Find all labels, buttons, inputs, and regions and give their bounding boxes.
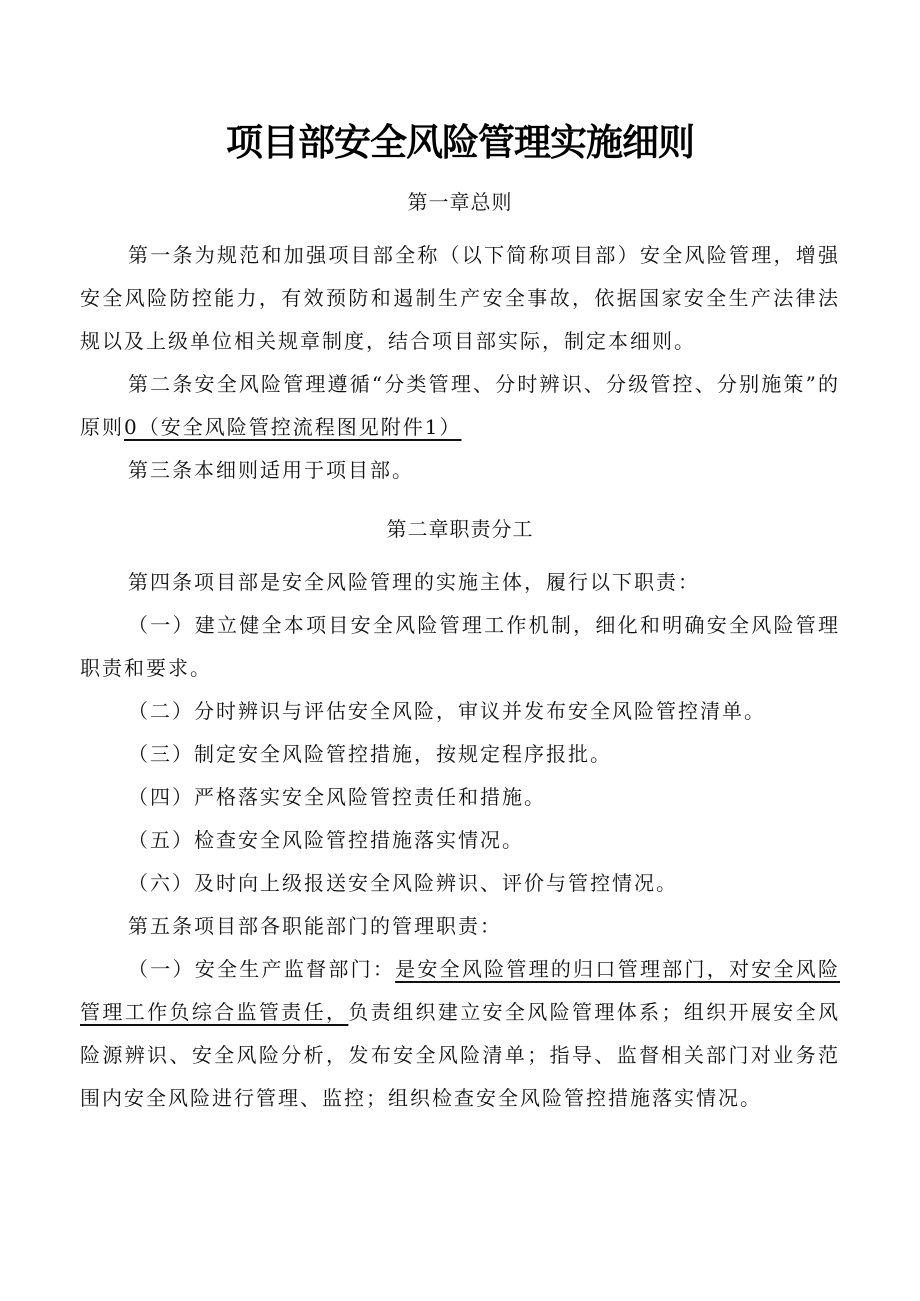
article-5-item-1-prefix: （一）安全生产监督部门：	[128, 957, 396, 981]
document-title: 项目部安全风险管理实施细则	[226, 121, 694, 164]
article-4-item-1: （一）建立健全本项目安全风险管理工作机制，细化和明确安全风险管理职责和要求。	[80, 613, 840, 680]
article-5-item-1-rest: 负责组织建立安全风险管理体系；组织开展安全风险源辨识、安全风险分析，发布安全风险清单；指导、监督相关部门对业务范围内安全风险进行管理、监控；组织检查安全风险管控措施落实情况。	[80, 1000, 841, 1110]
chapter-1-heading: 第一章总则	[407, 190, 513, 214]
article-4: 第四条项目部是安全风险管理的实施主体，履行以下职责：	[128, 570, 700, 594]
chapter-2-heading: 第二章职责分工	[386, 517, 534, 541]
article-4-item-3: （三）制定安全风险管控措施，按规定程序报批。	[128, 742, 612, 766]
article-1: 第一条为规范和加强项目部全称（以下简称项目部）安全风险管理，增强安全风险防控能力，有效预防和遏制生产安全事故，依据国家安全生产法律法规以及上级单位相关规章制度，结合项目部实际，制定本细则。	[80, 243, 840, 353]
article-5-item-1	[80, 948, 840, 1120]
article-2-text: 第二条安全风险管理遵循“分类管理、分时辨识、分级管控、分别施策”的原则	[80, 372, 840, 439]
article-2	[80, 363, 840, 449]
article-2-attachment-reference: 0（安全风险管控流程图见附件1）	[124, 415, 462, 439]
article-5: 第五条项目部各职能部门的管理职责：	[128, 914, 502, 938]
article-4-item-6: （六）及时向上级报送安全风险辨识、评价与管控情况。	[128, 871, 678, 895]
article-5-item-1-underlined: 是安全风险管理的归口管理部门，对安全风险管理工作负综合监管责任，	[80, 957, 841, 1024]
article-4-item-2: （二）分时辨识与评估安全风险，审议并发布安全风险管控清单。	[128, 699, 766, 723]
article-4-item-5: （五）检查安全风险管控措施落实情况。	[128, 828, 524, 852]
article-3: 第三条本细则适用于项目部。	[128, 458, 414, 482]
article-4-item-4: （四）严格落实安全风险管控责任和措施。	[128, 785, 546, 809]
